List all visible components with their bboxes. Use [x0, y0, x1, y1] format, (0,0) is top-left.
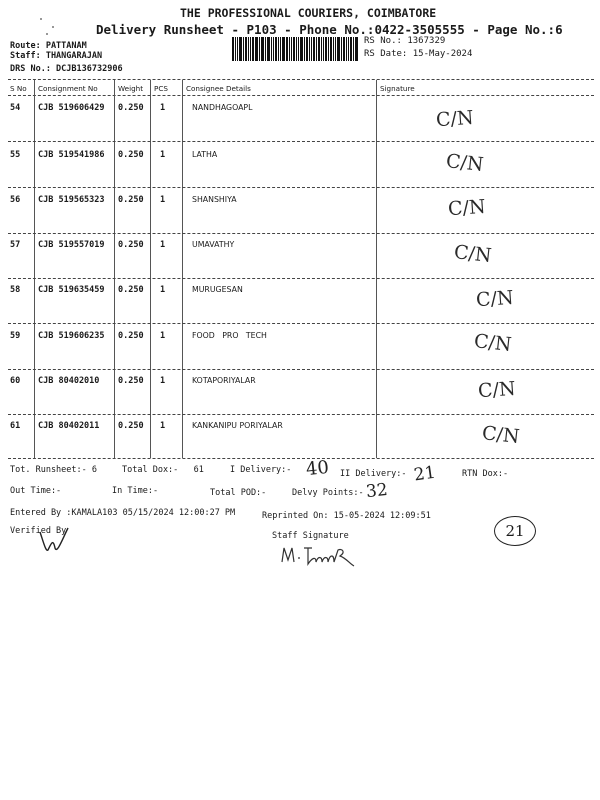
barcode-bar [325, 37, 327, 61]
row-weight: 0.250 [118, 103, 144, 113]
row-rule [8, 369, 594, 370]
col-consignment: Consignment No [38, 84, 98, 93]
barcode-bar [273, 37, 274, 61]
row-rule [8, 323, 594, 324]
total-dox: Total Dox:- 61 [122, 465, 204, 475]
rs-date: RS Date: 15-May-2024 [364, 49, 473, 59]
signature-mark: C/N [452, 241, 493, 267]
signature-mark: C/N [444, 150, 485, 176]
circled-number [494, 516, 536, 546]
barcode-bar [237, 37, 238, 61]
circled-number-text: 21 [505, 522, 525, 540]
ii-delivery-label: II Delivery:- [340, 469, 407, 479]
barcode-bar [289, 37, 290, 61]
row-consignment: CJB 519565323 [38, 195, 105, 205]
row-sno: 60 [10, 376, 21, 386]
row-sno: 59 [10, 331, 21, 341]
row-rule [8, 414, 594, 415]
row-weight: 0.250 [118, 376, 144, 386]
row-sno: 56 [10, 195, 21, 205]
row-rule [8, 278, 594, 279]
barcode-bar [343, 37, 345, 61]
row-consignment: CJB 519541986 [38, 150, 105, 160]
i-delivery-handwritten: 40 [304, 456, 330, 481]
row-pcs: 1 [160, 285, 166, 295]
row-consignee: NANDHAGOAPL [192, 103, 253, 112]
barcode-bar [333, 37, 334, 61]
barcode-bar [265, 37, 266, 61]
barcode-bar [306, 37, 308, 61]
barcode-bar [259, 37, 260, 61]
barcode-bar [300, 37, 303, 61]
row-rule [8, 187, 594, 188]
barcode-bar [337, 37, 340, 61]
signature-mark: C/N [435, 106, 475, 132]
verified-by: Verified By [10, 526, 67, 536]
row-pcs: 1 [160, 195, 166, 205]
delvy-points-handwritten: 32 [365, 479, 389, 503]
barcode-bar [280, 37, 281, 61]
row-consignment: CJB 80402011 [38, 421, 100, 431]
barcode-bar [252, 37, 254, 61]
barcode-bar [355, 37, 358, 61]
signature-mark: C/N [475, 286, 515, 312]
barcode-bar [335, 37, 336, 61]
row-weight: 0.250 [118, 331, 144, 341]
col-signature: Signature [380, 84, 415, 93]
barcode-bar [309, 37, 310, 61]
company-title: THE PROFESSIONAL COURIERS, COIMBATORE [180, 6, 437, 20]
row-consignment: CJB 80402010 [38, 376, 100, 386]
barcode-bar [291, 37, 292, 61]
row-consignment: CJB 519606429 [38, 103, 105, 113]
barcode-bar [328, 37, 329, 61]
verified-by-signature [36, 526, 72, 556]
row-pcs: 1 [160, 150, 166, 160]
barcode-bar [235, 37, 236, 61]
row-rule [8, 141, 594, 142]
row-pcs: 1 [160, 240, 166, 250]
barcode-bar [248, 37, 249, 61]
barcode-bar [245, 37, 247, 61]
barcode-bar [278, 37, 279, 61]
staff-label: Staff: THANGARAJAN [10, 51, 103, 61]
barcode-bar [330, 37, 332, 61]
row-sno: 55 [10, 150, 21, 160]
col-weight: Weight [118, 84, 144, 93]
barcode-bar [232, 37, 234, 61]
row-pcs: 1 [160, 103, 166, 113]
row-weight: 0.250 [118, 240, 144, 250]
signature-mark: C/N [472, 330, 513, 356]
staff-signature [278, 540, 384, 570]
total-pod: Total POD:- [210, 488, 267, 498]
barcode-bar [298, 37, 299, 61]
row-consignee: LATHA [192, 150, 218, 159]
barcode-bar [243, 37, 244, 61]
barcode [232, 37, 358, 61]
runsheet-title: Delivery Runsheet - P103 - Phone No.:0422-3505555 - Page No.:6 [96, 22, 563, 37]
delvy-points-label: Delvy Points:- [292, 488, 364, 498]
table-top-rule [8, 79, 594, 80]
barcode-bar [316, 37, 317, 61]
col-rule [34, 80, 35, 458]
signature-mark: C/N [477, 377, 517, 403]
row-sno: 61 [10, 421, 21, 431]
barcode-bar [318, 37, 321, 61]
row-consignee: MURUGESAN [192, 285, 243, 294]
row-pcs: 1 [160, 331, 166, 341]
row-consignment: CJB 519635459 [38, 285, 105, 295]
col-rule [114, 80, 115, 458]
reprinted-on: Reprinted On: 15-05-2024 12:09:51 [262, 511, 431, 521]
row-weight: 0.250 [118, 285, 144, 295]
route-label: Route: PATTANAM [10, 41, 87, 51]
row-consignee: KOTAPORIYALAR [192, 376, 256, 385]
row-sno: 57 [10, 240, 21, 250]
ii-delivery-handwritten: 21 [412, 462, 437, 486]
barcode-bar [350, 37, 352, 61]
row-consignee: KANKANIPU PORIYALAR [192, 421, 283, 430]
barcode-bar [282, 37, 285, 61]
col-sno: S No [10, 84, 27, 93]
row-consignee: UMAVATHY [192, 240, 235, 249]
row-weight: 0.250 [118, 195, 144, 205]
barcode-bar [313, 37, 315, 61]
row-pcs: 1 [160, 421, 166, 431]
barcode-bar [304, 37, 305, 61]
barcode-bar [321, 37, 322, 61]
row-rule [8, 233, 594, 234]
barcode-bar [255, 37, 258, 61]
row-weight: 0.250 [118, 421, 144, 431]
barcode-bar [275, 37, 277, 61]
barcode-bar [239, 37, 242, 61]
i-delivery-label: I Delivery:- [230, 465, 292, 475]
barcode-bar [311, 37, 312, 61]
barcode-bar [323, 37, 324, 61]
barcode-bar [296, 37, 297, 61]
rs-number: RS No.: 1367329 [364, 36, 446, 46]
barcode-bar [348, 37, 349, 61]
header-rule [8, 95, 594, 96]
col-pcs: PCS [154, 84, 168, 93]
row-sno: 54 [10, 103, 21, 113]
row-consignee: SHANSHIYA [192, 195, 237, 204]
barcode-bar [293, 37, 295, 61]
row-sno: 58 [10, 285, 21, 295]
row-weight: 0.250 [118, 150, 144, 160]
barcode-bar [353, 37, 354, 61]
barcode-bar [271, 37, 272, 61]
col-rule [150, 80, 151, 458]
signature-mark: C/N [447, 195, 487, 221]
barcode-bar [267, 37, 270, 61]
out-time: Out Time:- [10, 486, 62, 496]
in-time: In Time:- [112, 486, 159, 496]
tot-runsheet: Tot. Runsheet:- 6 [10, 465, 97, 475]
barcode-bar [346, 37, 347, 61]
rtn-dox: RTN Dox:- [462, 469, 509, 479]
col-rule [376, 80, 377, 458]
col-consignee: Consignee Details [186, 84, 251, 93]
barcode-bar [341, 37, 342, 61]
col-rule [182, 80, 183, 458]
barcode-bar [250, 37, 251, 61]
row-rule [8, 458, 594, 459]
signature-mark: C/N [480, 422, 521, 448]
row-consignment: CJB 519606235 [38, 331, 105, 341]
barcode-bar [262, 37, 264, 61]
entered-by: Entered By :KAMALA103 05/15/2024 12:00:27 PM [10, 508, 236, 518]
row-consignment: CJB 519557019 [38, 240, 105, 250]
staff-signature-label: Staff Signature [272, 531, 349, 541]
row-pcs: 1 [160, 376, 166, 386]
barcode-bar [261, 37, 262, 61]
drs-number: DRS No.: DCJB136732906 [10, 64, 123, 74]
barcode-bar [286, 37, 288, 61]
row-consignee: FOOD PRO TECH [192, 331, 267, 340]
